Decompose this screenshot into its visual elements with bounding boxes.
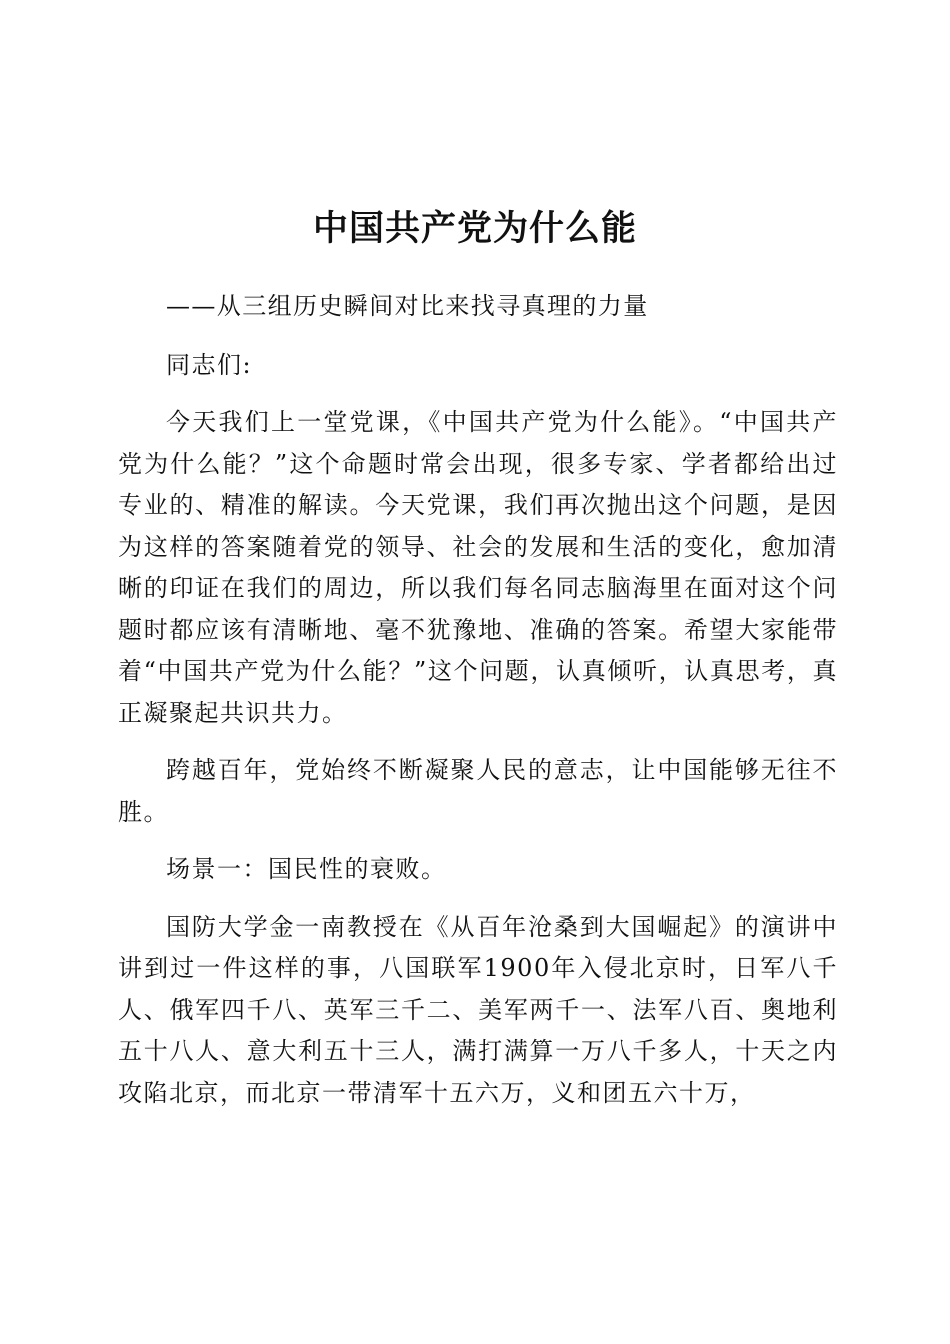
document-body (118, 286, 838, 1130)
salutation: 同志们: (166, 350, 253, 379)
document-title: 中国共产党为什么能 (312, 208, 637, 249)
paragraph-scene-body: 国防大学金一南教授在《从百年沧桑到大国崛起》的演讲中讲到过一件这样的事，八国联军1900年入侵北京时，日军八千人、俄军四千八、英军三千二、美军两千一、法军八百、奥地利五十八人、意大利五十三人，满打满算一万八千多人，十天之内攻陷北京，而北京一带清军十五六万，义和团五六十万， (118, 912, 838, 1107)
document-subtitle: ——从三组历史瞬间对比来找寻真理的力量 (166, 292, 649, 320)
paragraph-scene-heading: 场景一：国民性的衰败。 (166, 855, 447, 883)
paragraph-intro: 今天我们上一堂党课，《中国共产党为什么能》。“中国共产党为什么能？”这个命题时常会出现，很多专家、学者都给出过专业的、精准的解读。今天党课，我们再次抛出这个问题，是因为这样的答案随着党的领导、社会的发展和生活的变化，愈加清晰的印证在我们的周边，所以我们每名同志脑海里在面对这个问题时都应该有清晰地、毫不犹豫地、准确的答案。希望大家能带着“中国共产党为什么能？”这个问题，认真倾听，认真思考，真正凝聚起共识共力。 (118, 408, 838, 727)
paragraph-theme: 跨越百年，党始终不断凝聚人民的意志，让中国能够无往不胜。 (118, 756, 838, 826)
